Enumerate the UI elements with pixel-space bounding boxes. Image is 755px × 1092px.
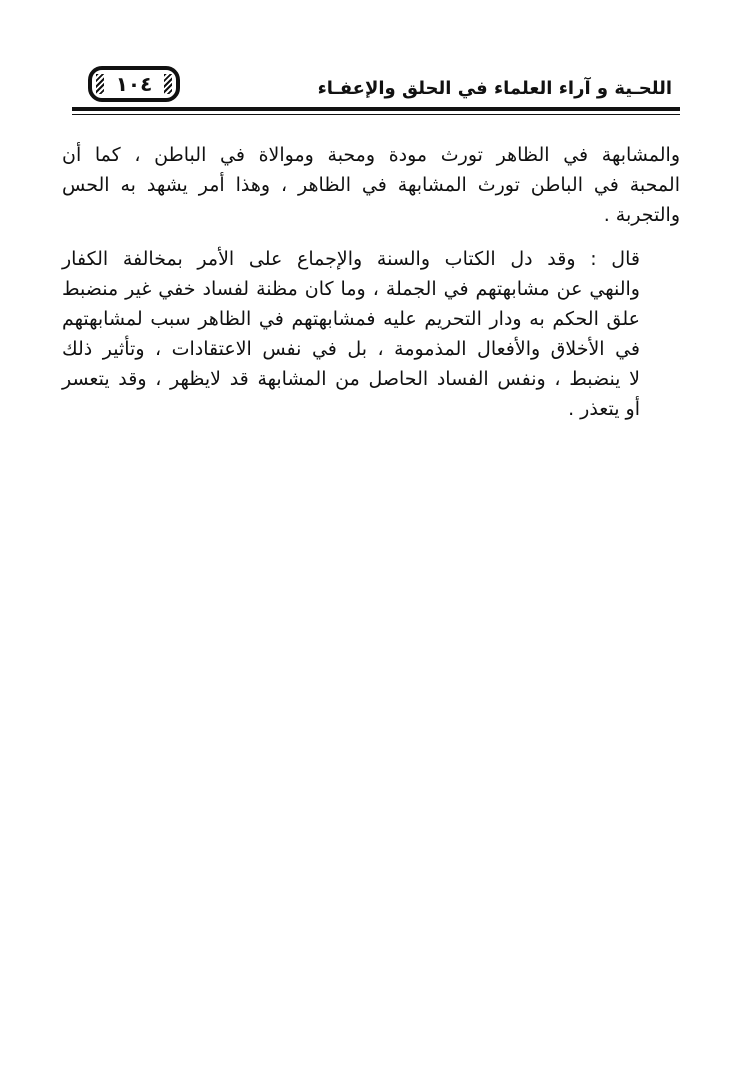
paragraph-2 — [62, 244, 680, 424]
running-title: اللحـية و آراء العلماء في الحلق والإعفـاء — [317, 78, 672, 99]
text-line: علق الحكم به ودار التحريم عليه فمشابهتهم في الظاهر سبب لمشابهتهم — [62, 308, 640, 330]
text-line: لا ينضبط ، ونفس الفساد الحاصل من المشابهة قد لايظهر ، وقد يتعسر — [62, 368, 640, 390]
body-text — [62, 140, 680, 424]
header-rule-thin — [72, 114, 680, 115]
page-header — [72, 60, 672, 106]
page-number-text: ١٠٤ — [115, 72, 153, 96]
text-line: والتجربة . — [603, 204, 680, 226]
paragraph-1 — [62, 140, 680, 230]
text-line: والنهي عن مشابهتهم في الجملة ، وما كان مظنة لفساد خفي غير منضبط — [62, 278, 640, 300]
text-line: في الأخلاق والأفعال المذمومة ، بل في نفس الاعتقادات ، وتأثير ذلك — [62, 338, 640, 360]
text-line: أو يتعذر . — [568, 398, 640, 420]
page-number — [88, 66, 180, 102]
text-line: قال : وقد دل الكتاب والسنة والإجماع على الأمر بمخالفة الكفار — [62, 248, 640, 270]
text-line: المحبة في الباطن تورث المشابهة في الظاهر ، وهذا أمر يشهد به الحس — [62, 174, 680, 196]
text-line: والمشابهة في الظاهر تورث مودة ومحبة وموالاة في الباطن ، كما أن — [62, 144, 680, 166]
header-rule-thick — [72, 107, 680, 111]
